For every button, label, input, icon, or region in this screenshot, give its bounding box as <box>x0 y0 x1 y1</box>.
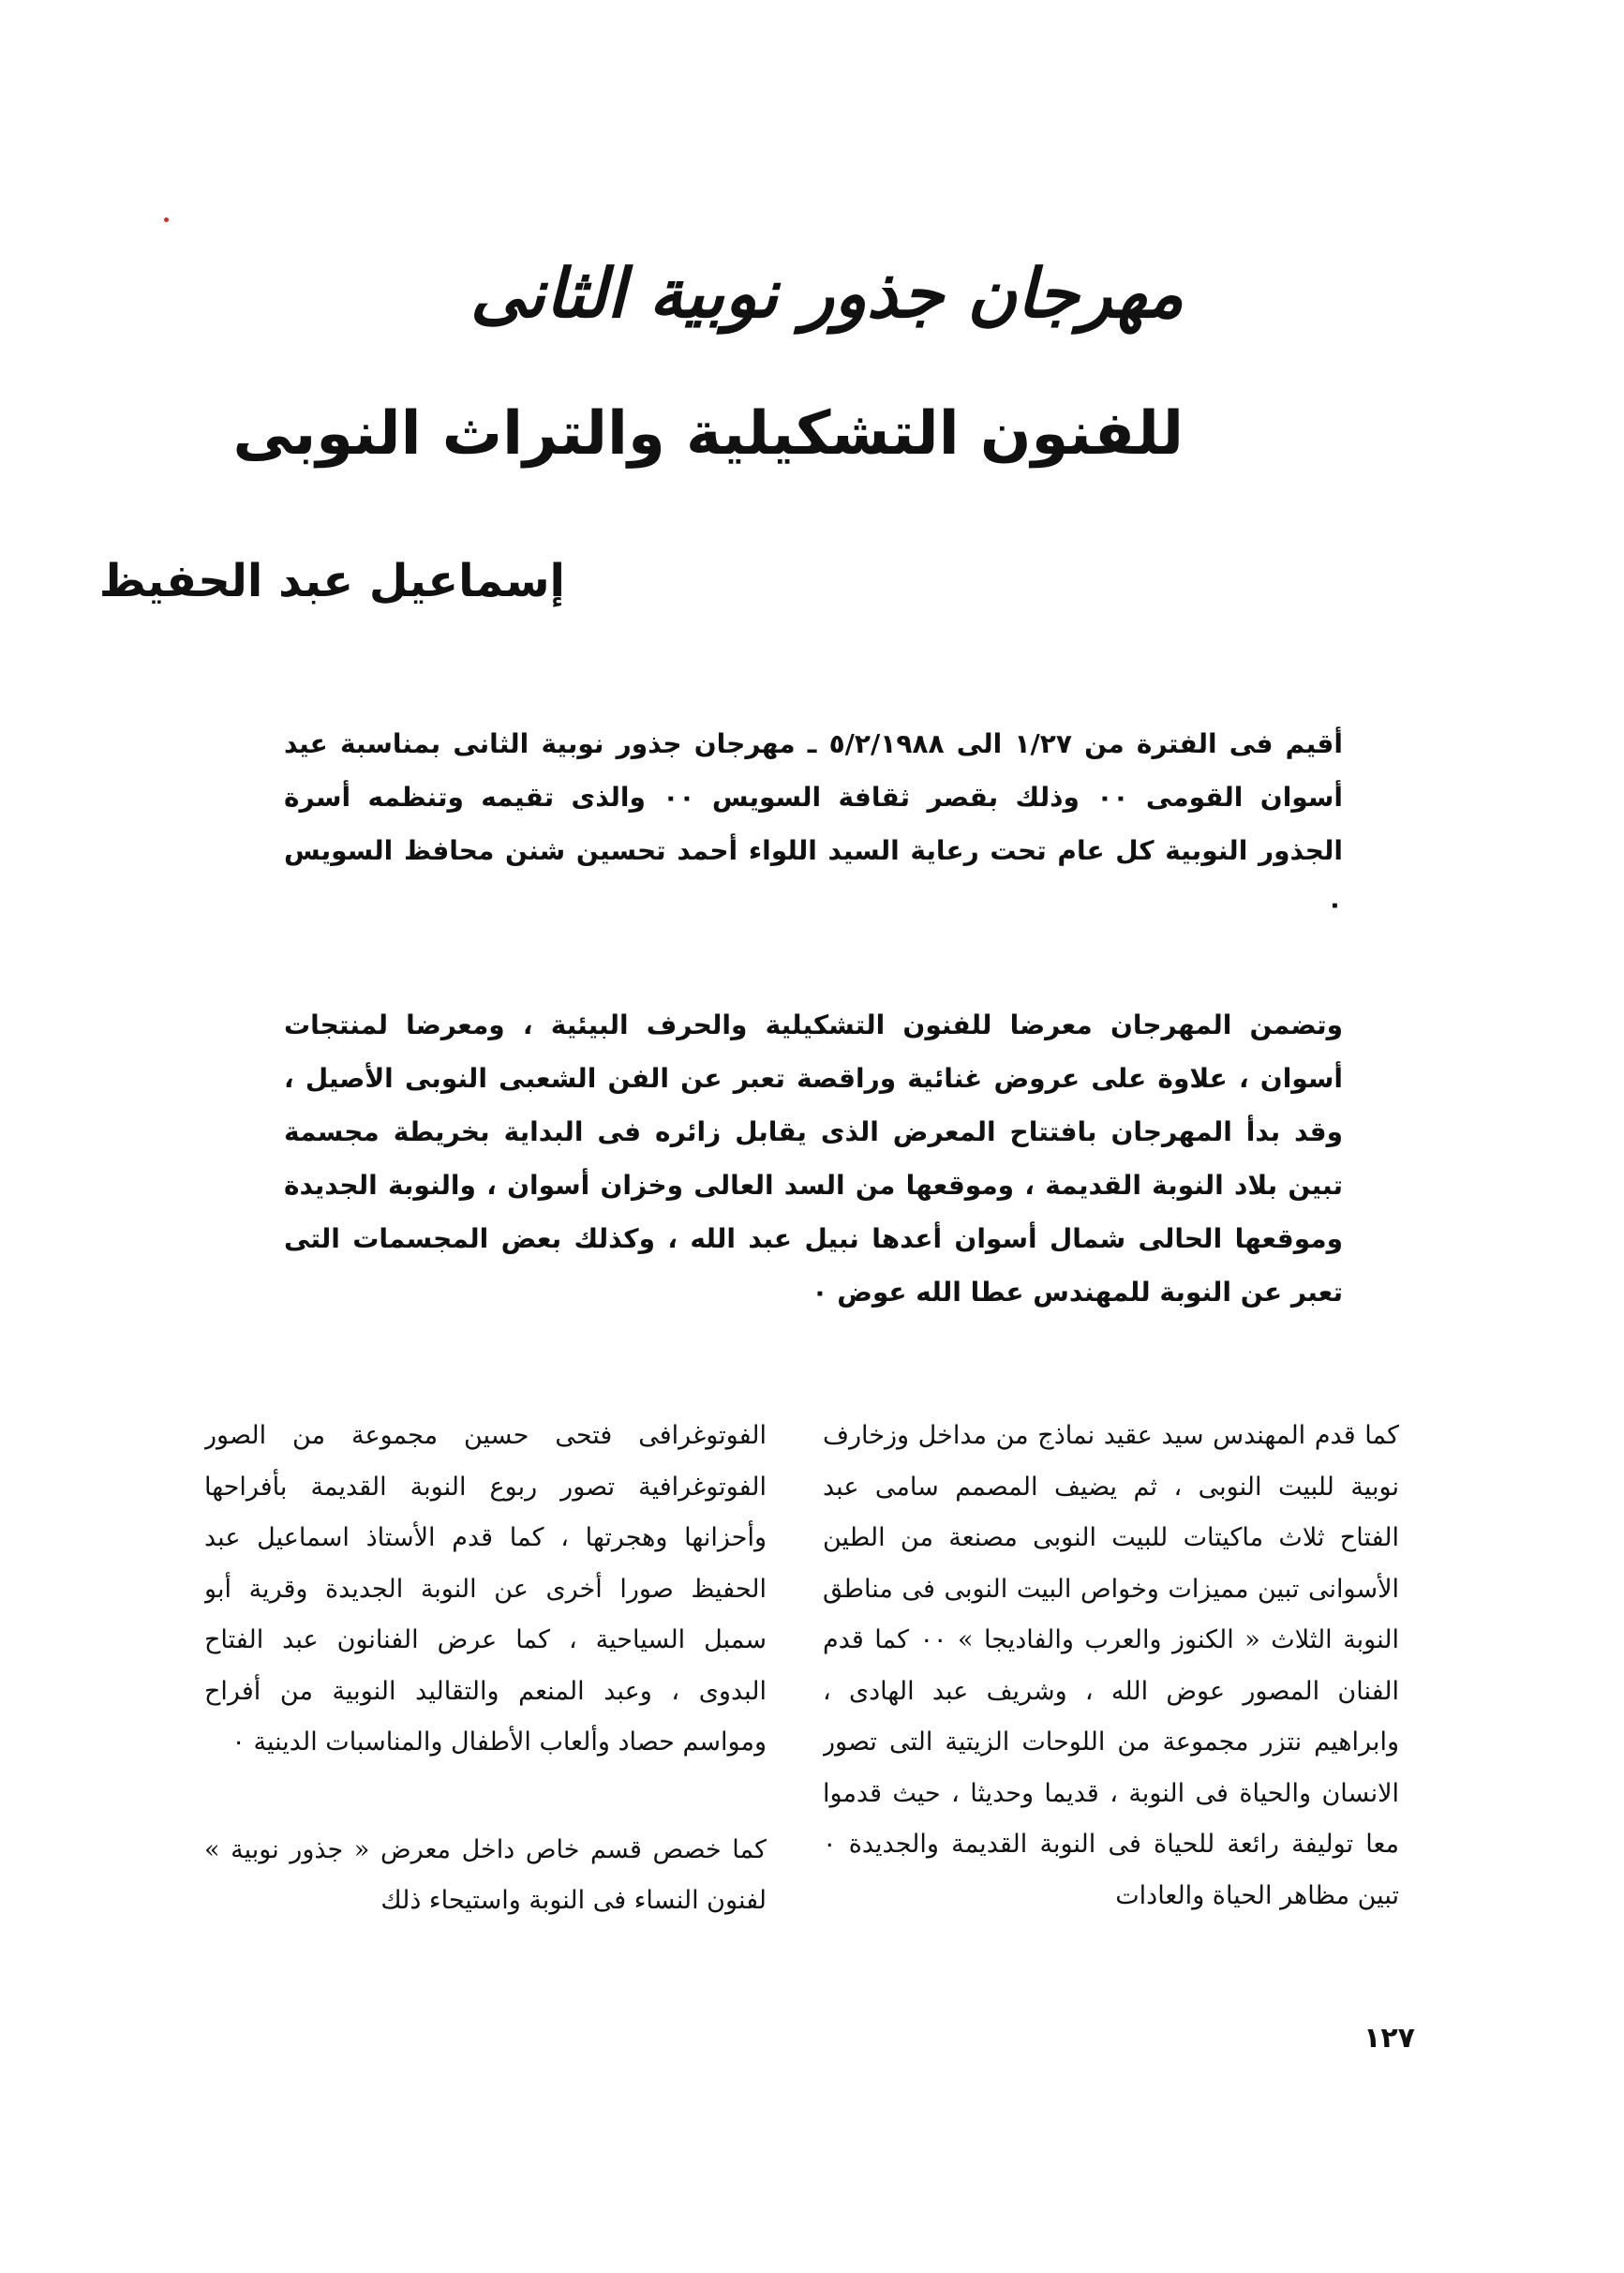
right-column <box>823 1411 1399 1922</box>
left-column-paragraph-1: الفوتوغرافى فتحى حسين مجموعة من الصور الفوتوغرافية تصور ربوع النوبة القديمة بأفراحها وأحزانها وهجرتها ، كما قدم الأستاذ اسماعيل عبد الحفيظ صورا أخرى عن النوبة الجديدة وقرية أبو سمبل السياحية ، كما عرض الفنانون عبد الفتاح البدوى ، وعبد المنعم والتقاليد النوبية من أفراح ومواسم حصاد وألعاب الأطفال والمناسبات الدينية ٠ <box>204 1421 767 1757</box>
ink-speck <box>164 217 169 222</box>
intro-paragraph-1: أقيم فى الفترة من ١/٢٧ الى ٥/٢/١٩٨٨ ـ مهرجان جذور نوبية الثانى بمناسبة عيد أسوان القومى ٠٠ وذلك بقصر ثقافة السويس ٠٠ والذى تقيمه وتنظمه أسرة الجذور النوبية كل عام تحت رعاية السيد اللواء أحمد تحسين شنن محافظ السويس ٠ <box>284 728 1343 920</box>
intro-section <box>284 717 1343 1319</box>
article-subtitle: للفنون التشكيلية والتراث النوبى <box>232 399 1184 470</box>
intro-paragraph-2: وتضمن المهرجان معرضا للفنون التشكيلية والحرف البيئية ، ومعرضا لمنتجات أسوان ، علاوة على عروض غنائية وراقصة تعبر عن الفن الشعبى النوبى الأصيل ، وقد بدأ المهرجان بافتتاح المعرض الذى يقابل زائره فى البداية بخريطة مجسمة تبين بلاد النوبة القديمة ، وموقعها من السد العالى وخزان أسوان ، والنوبة الجديدة وموقعها الحالى شمال أسوان أعدها نبيل عبد الله ، وكذلك بعض المجسمات التى تعبر عن النوبة للمهندس عطا الله عوض ٠ <box>284 1009 1343 1308</box>
right-column-paragraph: كما قدم المهندس سيد عقيد نماذج من مداخل وزخارف نوبية للبيت النوبى ، ثم يضيف المصمم سامى عبد الفتاح ثلاث ماكيتات للبيت النوبى مصنعة من الطين الأسوانى تبين مميزات وخواص البيت النوبى فى مناطق النوبة الثلاث « الكنوز والعرب والفاديجا » ٠٠ كما قدم الفنان المصور عوض الله ، وشريف عبد الهادى ، وابراهيم نتزر مجموعة من اللوحات الزيتية التى تصور الانسان والحياة فى النوبة ، قديما وحديثا ، حيث قدموا معا توليفة رائعة للحياة فى النوبة القديمة والجديدة ٠ تبين مظاهر الحياة والعادات <box>823 1421 1399 1910</box>
author-name: إسماعيل عبد الحفيظ <box>98 555 565 607</box>
left-column-paragraph-2: كما خصص قسم خاص داخل معرض « جذور نوبية » لفنون النساء فى النوبة واستيحاء ذلك <box>204 1834 767 1915</box>
article-title: مهرجان جذور نوبية الثانى <box>469 254 1184 334</box>
page-number: ١٢٧ <box>1363 2022 1415 2055</box>
left-column <box>204 1411 767 1927</box>
